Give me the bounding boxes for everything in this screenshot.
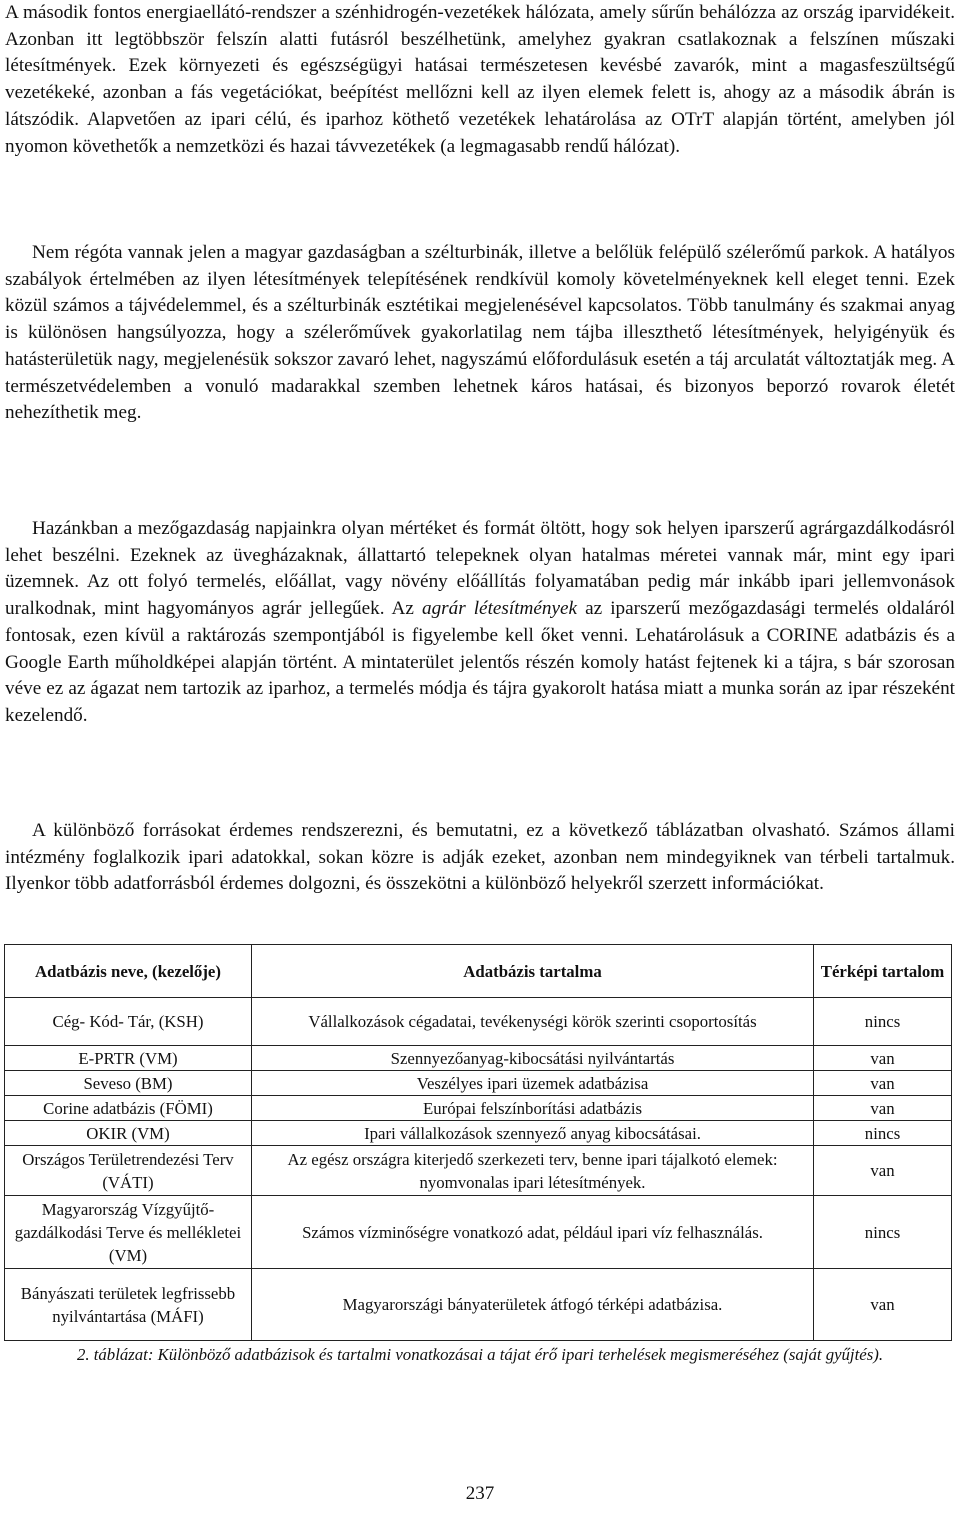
cell-name: Országos Területrendezési Terv (VÁTI) [5,1146,252,1196]
table-row [5,1146,952,1196]
cell-content: Veszélyes ipari üzemek adatbázisa [251,1071,813,1096]
cell-content: Ipari vállalkozások szennyező anyag kibocsátásai. [251,1121,813,1146]
cell-map: nincs [814,998,952,1046]
table-header-row [5,945,952,998]
cell-map: van [814,1096,952,1121]
cell-name: OKIR (VM) [5,1121,252,1146]
table-row [5,1121,952,1146]
page-number: 237 [465,1483,495,1504]
cell-map: nincs [814,1121,952,1146]
database-table [4,944,952,1341]
header-database-content: Adatbázis tartalma [251,945,813,998]
table-row [5,1071,952,1096]
cell-name: Bányászati területek legfrissebb nyilvántartása (MÁFI) [5,1269,252,1341]
cell-content: Magyarországi bányaterületek átfogó térképi adatbázisa. [251,1269,813,1341]
cell-name: Cég- Kód- Tár, (KSH) [5,998,252,1046]
cell-content: Európai felszínborítási adatbázis [251,1096,813,1121]
cell-map: nincs [814,1196,952,1269]
cell-name: Magyarország Vízgyűjtő-gazdálkodási Terve és mellékletei (VM) [5,1196,252,1269]
cell-content: Szennyezőanyag-kibocsátási nyilvántartás [251,1046,813,1071]
table-row [5,1269,952,1341]
header-database-name: Adatbázis neve, (kezelője) [5,945,252,998]
cell-map: van [814,1269,952,1341]
table-row [5,1046,952,1071]
cell-map: van [814,1071,952,1096]
paragraph-agriculture [5,516,955,730]
cell-name: Seveso (BM) [5,1071,252,1096]
cell-content: Az egész országra kiterjedő szerkezeti terv, benne ipari tájalkotó elemek: nyomvonalas ipari létesítmények. [251,1146,813,1196]
table-caption: 2. táblázat: Különböző adatbázisok és tartalmi vonatkozásai a tájat érő ipari terhelések megismeréséhez (saját gyűjtés). [76,1345,884,1364]
cell-map: van [814,1046,952,1071]
table-row [5,1096,952,1121]
table-row [5,998,952,1046]
paragraph-data-sources: A különböző forrásokat érdemes rendszerezni, és bemutatni, ez a következő táblázatban olvasható. Számos állami intézmény foglalkozik ipari adatokkal, sokan közre is adják ezeket, azonban nem mindegyiknek van térbeli tartalmuk. Ilyenkor több adatforrásból érdemes dolgozni, és összekötni a különböző helyekről szerzett információkat. [5,820,955,895]
cell-map: van [814,1146,952,1196]
paragraph-wind-turbines: Nem régóta vannak jelen a magyar gazdaságban a szélturbinák, illetve a belőlük felépülő szélerőmű parkok. A hatályos szabályok értelmében az ilyen létesítmények telepítésének rendkívül komoly követelményeknek kell eleget tenni. Ezek közül számos a tájvédelemmel, és a szélturbinák esztétikai megjelenésével kapcsolatos. Több tanulmány és szakmai anyag is különösen hangsúlyozza, hogy a szélerőművek gyakorlatilag nem tájba illeszthető létesítmények, helyigényük és hatásterületük nagy, megjelenésük sokszor zavaró lehet, nagyszámú előfordulásuk esetén a táj arculatát változtatják meg. A természetvédelemben a vonuló madarakkal szemben lehetnek káros hatásai, és bizonyos beporzó rovarok életét nehezíthetik meg. [5,242,955,424]
paragraph-agriculture-italic: agrár létesítmények [421,598,578,620]
paragraph-agriculture-text-1: Hazánkban a mezőgazdaság napjainkra olyan mértéket és formát öltött, hogy sok helyen iparszerű agrárgazdálkodásról lehet beszélni. Ezeknek az üvegházaknak, állattartó telepeknek olyan hatalmas méretei vannak már, mint egy ipari üzemnek. Az ott folyó termelés, előállat, vagy növény előállítás folyamatában pedig már inkább ipari jellemvonások uralkodnak, mint hagyományos agrár jellegűek. Az [5,518,955,620]
table-row [5,1196,952,1269]
cell-content: Számos vízminőségre vonatkozó adat, például ipari víz felhasználás. [251,1196,813,1269]
cell-name: E-PRTR (VM) [5,1046,252,1071]
cell-name: Corine adatbázis (FÖMI) [5,1096,252,1121]
header-map-content: Térképi tartalom [814,945,952,998]
cell-content: Vállalkozások cégadatai, tevékenységi körök szerinti csoportosítás [251,998,813,1046]
paragraph-energy-pipelines: A második fontos energiaellátó-rendszer a szénhidrogén-vezetékek hálózata, amely sűrűn behálózza az ország iparvidékeit. Azonban itt legtöbbször felszín alatti futásról beszélhetünk, amelyhez gyakran csatlakoznak a felszínen műszaki létesítmények. Ezek környezeti és egészségügyi hatásai természetesen kevésbé zavarók, mint a magasfeszültségű vezetékeké, azonban a fás vegetációkat, beépítést mellőzni kell az ilyen elemek felett is, ahogy az a második ábrán is látszódik. Alapvetően az ipari célú, és iparhoz köthető vezetékek lehatárolása az OTrT alapján történt, amelyben jól nyomon követhetők a nemzetközi és hazai távvezetékek (a legmagasabb rendű hálózat). [5,2,955,157]
paragraph-agriculture-text-2: az iparszerű mezőgazdasági termelés oldaláról fontosak, ezen kívül a raktározás szempontjából is figyelembe kell őket venni. Lehatárolásuk a CORINE adatbázis és a Google Earth műholdképei alapján történt. A mintaterület jelentős részén komoly hatást fejtenek ki a tájra, s bár szorosan véve ez az ágazat nem tartozik az iparhoz, a termelés módja és tájra gyakorolt hatása miatt a munka során az ipar részeként kezelendő. [5,598,956,726]
